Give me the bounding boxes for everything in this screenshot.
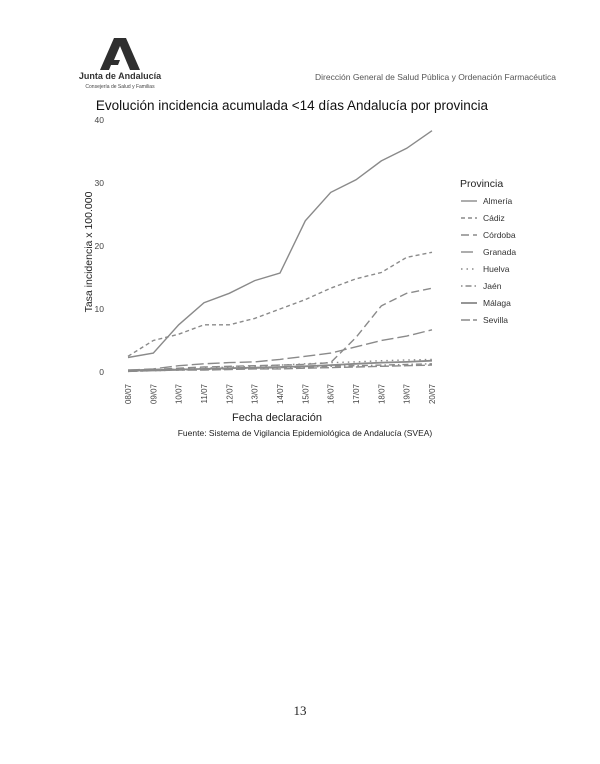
legend-label: Granada <box>483 247 517 257</box>
x-tick-label: 15/07 <box>301 384 311 405</box>
series-line <box>128 131 432 358</box>
legend-label: Almería <box>483 196 513 206</box>
x-tick-label: 08/07 <box>124 384 133 405</box>
logo-title: Junta de Andalucía <box>78 71 162 81</box>
x-tick-label: 09/07 <box>149 384 159 405</box>
department-header: Dirección General de Salud Pública y Ordenación Farmacéutica <box>315 72 556 82</box>
series-line <box>128 288 432 370</box>
x-axis-label: Fecha declaración <box>232 412 322 424</box>
x-tick-label: 19/07 <box>402 384 412 405</box>
legend-title: Provincia <box>460 178 504 190</box>
x-tick-label: 17/07 <box>352 384 361 405</box>
legend-label: Jaén <box>483 281 502 291</box>
x-tick-label: 10/07 <box>174 384 184 405</box>
logo-subtitle: Consejería de Salud y Familias <box>85 84 155 90</box>
chart-title: Evolución incidencia acumulada <14 días Andalucía por provincia <box>95 98 489 113</box>
legend-label: Málaga <box>483 298 511 308</box>
x-tick-label: 14/07 <box>276 384 285 405</box>
y-tick-label: 20 <box>94 241 104 251</box>
x-tick-label: 16/07 <box>326 384 336 405</box>
x-tick-label: 20/07 <box>428 384 437 405</box>
y-tick-label: 40 <box>94 115 104 125</box>
y-tick-label: 30 <box>94 178 104 188</box>
x-tick-label: 12/07 <box>225 384 235 405</box>
legend-label: Huelva <box>483 264 510 274</box>
x-tick-label: 18/07 <box>377 384 387 405</box>
legend-label: Sevilla <box>483 315 509 325</box>
page-number: 13 <box>293 703 307 718</box>
y-axis-label: Tasa incidencia x 100.000 <box>83 191 95 313</box>
legend-label: Córdoba <box>483 230 516 240</box>
x-tick-label: 11/07 <box>200 384 209 404</box>
x-tick-label: 13/07 <box>250 384 260 405</box>
chart-source: Fuente: Sistema de Vigilancia Epidemiológica de Andalucía (SVEA) <box>177 428 433 438</box>
y-tick-label: 0 <box>99 367 104 377</box>
legend-label: Cádiz <box>483 213 505 223</box>
y-tick-label: 10 <box>94 304 104 314</box>
series-line <box>128 252 432 356</box>
